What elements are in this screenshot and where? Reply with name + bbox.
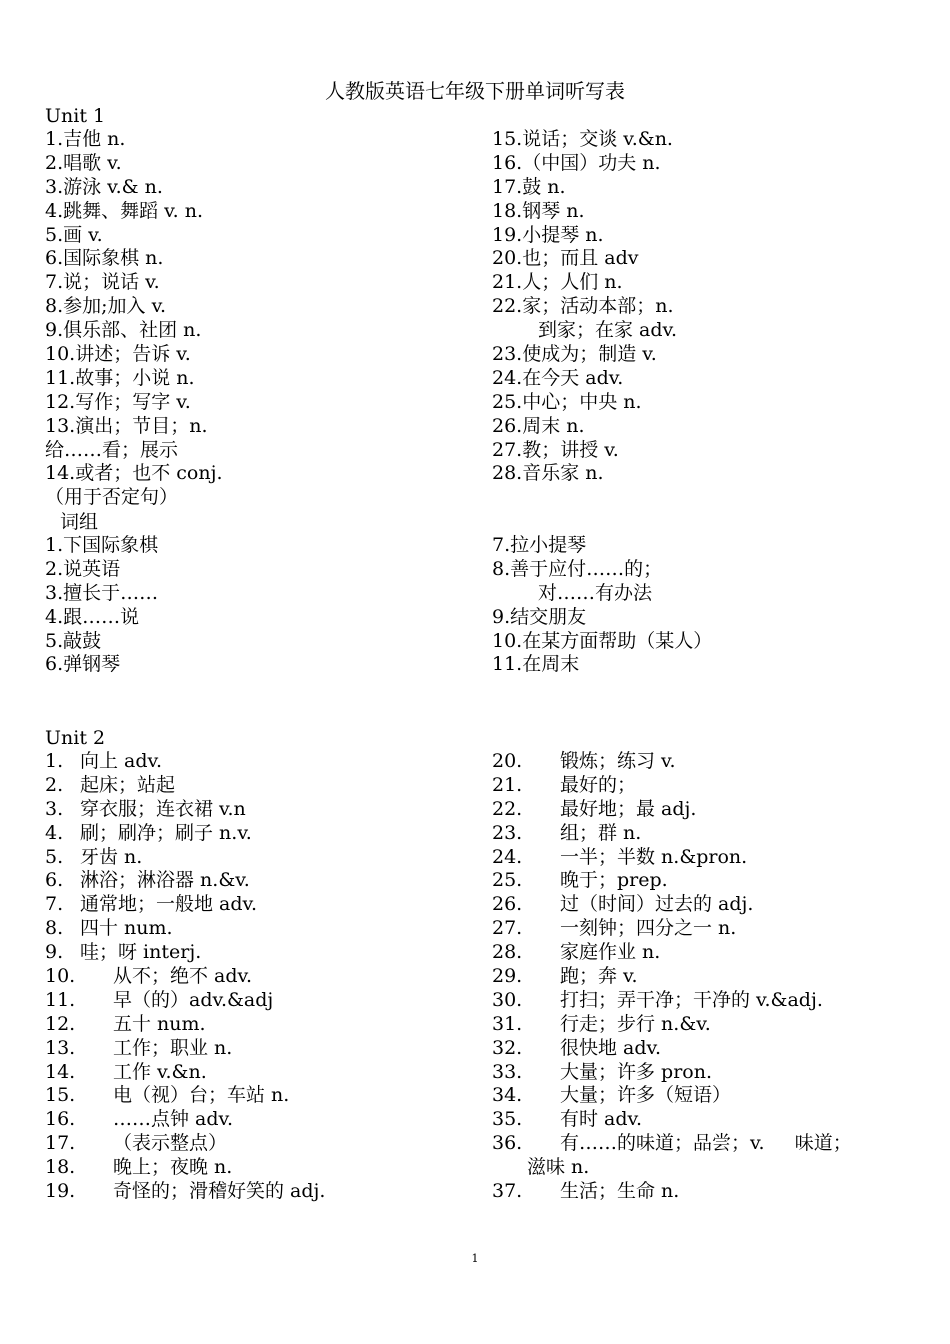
item-number: 5. — [45, 845, 64, 868]
item-number: 35. — [492, 1108, 523, 1131]
list-item — [492, 1156, 852, 1180]
list-item: 9.俱乐部、社团 n. — [45, 319, 202, 342]
list-item — [45, 750, 325, 774]
item-text: 很快地 adv. — [560, 1036, 662, 1059]
list-item: 1.下国际象棋 — [45, 534, 159, 556]
list-item: 2.唱歌 v. — [45, 151, 122, 174]
item-text: 电（视）台；车站 n. — [113, 1084, 290, 1107]
list-item: 9.结交朋友 — [492, 605, 587, 628]
phrases-right-column — [492, 534, 712, 677]
item-text: 有时 adv. — [560, 1108, 643, 1131]
list-item — [492, 1084, 852, 1108]
list-item: 14.或者；也不 conj. — [45, 462, 223, 485]
item-number: 37. — [492, 1180, 523, 1203]
item-number: 33. — [492, 1060, 523, 1083]
unit1-right-column — [492, 128, 677, 486]
list-item — [45, 869, 325, 893]
list-item: 2.说英语 — [45, 557, 121, 580]
item-text: 工作 v.&n. — [113, 1060, 207, 1083]
list-item — [45, 822, 325, 846]
item-text: 锻炼；练习 v. — [560, 750, 676, 772]
item-text: 最好的； — [560, 773, 637, 796]
item-text: 四十 num. — [80, 917, 173, 940]
item-number: 27. — [492, 917, 523, 940]
list-item: 23.使成为；制造 v. — [492, 343, 657, 366]
item-number: 17. — [45, 1132, 76, 1155]
item-text: 打扫；弄干净；干净的 v.&adj. — [560, 988, 823, 1011]
list-item — [45, 1084, 325, 1108]
item-number: 7. — [45, 893, 64, 916]
item-number: 10. — [45, 965, 76, 988]
list-item: 6.国际象棋 n. — [45, 247, 164, 270]
list-item: 5.画 v. — [45, 223, 103, 246]
item-text: 晚上；夜晚 n. — [113, 1156, 233, 1179]
item-number: 15. — [45, 1084, 76, 1107]
list-item — [492, 1180, 852, 1204]
list-item — [492, 1037, 852, 1061]
item-number: 26. — [492, 893, 523, 916]
list-item — [45, 1108, 325, 1132]
list-item: 17.鼓 n. — [492, 175, 566, 198]
list-item: 20.也；而且 adv — [492, 247, 639, 270]
item-text: 最好地；最 adj. — [560, 797, 697, 820]
unit2-vocabulary — [0, 750, 950, 1210]
list-item — [45, 774, 325, 798]
item-text: 起床；站起 — [80, 773, 176, 796]
item-number: 16. — [45, 1108, 76, 1131]
list-item — [492, 989, 852, 1013]
item-text: 跑；奔 v. — [560, 965, 638, 988]
list-item: 26.周末 n. — [492, 414, 585, 437]
list-item — [45, 1061, 325, 1085]
list-item: 16.（中国）功夫 n. — [492, 151, 661, 174]
item-text: 工作；职业 n. — [113, 1036, 233, 1059]
phrases-heading: 词组 — [60, 511, 99, 533]
item-text: 早（的）adv.&adj — [113, 988, 274, 1011]
page-number: 1 — [471, 1252, 479, 1265]
item-text: 行走；步行 n.&v. — [560, 1012, 711, 1035]
unit2-right-column — [492, 750, 852, 1204]
list-item: 22.家；活动本部；n. — [492, 295, 674, 318]
item-text: 哇；呀 interj. — [80, 941, 202, 964]
list-item: 11.故事；小说 n. — [45, 366, 195, 389]
list-item: 3.擅长于…… — [45, 581, 159, 604]
item-number: 31. — [492, 1012, 523, 1035]
list-item — [45, 1132, 325, 1156]
list-item: 12.写作；写字 v. — [45, 390, 191, 413]
list-item — [45, 965, 325, 989]
item-text: 牙齿 n. — [80, 845, 143, 868]
list-item — [492, 941, 852, 965]
item-number: 29. — [492, 965, 523, 988]
list-item: 4.跳舞、舞蹈 v. n. — [45, 199, 204, 222]
item-number: 12. — [45, 1012, 76, 1035]
item-text: ……点钟 adv. — [113, 1108, 234, 1131]
item-number: 4. — [45, 821, 64, 844]
item-text: 大量；许多（短语） — [560, 1084, 732, 1107]
item-text: 滋味 n. — [527, 1156, 590, 1179]
item-number: 20. — [492, 750, 523, 772]
list-item: 27.教；讲授 v. — [492, 438, 619, 461]
item-text: 有……的味道；品尝；v. 味道； — [560, 1132, 852, 1155]
item-number: 18. — [45, 1156, 76, 1179]
item-number: 6. — [45, 869, 64, 892]
item-number: 22. — [492, 797, 523, 820]
item-text: 家庭作业 n. — [560, 941, 661, 964]
list-item — [492, 1061, 852, 1085]
list-item: 给……看；展示 — [45, 438, 179, 461]
item-text: 晚于；prep. — [560, 869, 668, 892]
list-item — [492, 965, 852, 989]
item-number: 23. — [492, 821, 523, 844]
list-item — [45, 1037, 325, 1061]
list-item: 8.善于应付……的； — [492, 557, 663, 580]
list-item — [492, 822, 852, 846]
unit1-vocabulary — [0, 128, 950, 518]
list-item: 19.小提琴 n. — [492, 223, 604, 246]
list-item — [492, 774, 852, 798]
list-item: 7.拉小提琴 — [492, 534, 587, 556]
list-item — [492, 1132, 852, 1156]
list-item — [492, 869, 852, 893]
item-text: 穿衣服；连衣裙 v.n — [80, 797, 246, 820]
list-item: 到家；在家 adv. — [538, 319, 678, 342]
unit1-left-column — [45, 128, 223, 510]
unit2-heading: Unit 2 — [45, 727, 106, 749]
unit2-left-column — [45, 750, 325, 1204]
list-item: 对……有办法 — [538, 581, 653, 604]
item-number: 24. — [492, 845, 523, 868]
item-number: 14. — [45, 1060, 76, 1083]
list-item: 5.敲鼓 — [45, 629, 102, 652]
item-text: 大量；许多 pron. — [560, 1060, 713, 1083]
list-item — [492, 1013, 852, 1037]
phrases-left-column — [45, 534, 158, 677]
list-item: 10.讲述；告诉 v. — [45, 343, 191, 366]
item-number: 11. — [45, 988, 76, 1011]
list-item: 24.在今天 adv. — [492, 366, 624, 389]
list-item: 1.吉他 n. — [45, 128, 126, 150]
list-item: 10.在某方面帮助（某人） — [492, 629, 713, 652]
list-item: 4.跟……说 — [45, 605, 140, 628]
item-number: 13. — [45, 1036, 76, 1059]
item-number: 30. — [492, 988, 523, 1011]
list-item — [492, 917, 852, 941]
item-text: （表示整点） — [113, 1132, 228, 1155]
item-number: 32. — [492, 1036, 523, 1059]
unit1-phrases — [0, 534, 950, 684]
list-item — [45, 1156, 325, 1180]
list-item — [45, 798, 325, 822]
list-item — [45, 1013, 325, 1037]
item-number: 9. — [45, 941, 64, 964]
item-number: 25. — [492, 869, 523, 892]
item-number: 19. — [45, 1180, 76, 1203]
item-number: 8. — [45, 917, 64, 940]
item-number: 36. — [492, 1132, 523, 1155]
item-text: 从不；绝不 adv. — [113, 965, 253, 988]
list-item — [45, 1180, 325, 1204]
item-text: 向上 adv. — [80, 750, 163, 772]
item-text: 刷；刷净；刷子 n.v. — [80, 821, 252, 844]
item-text: 一刻钟；四分之一 n. — [560, 917, 737, 940]
list-item — [492, 893, 852, 917]
list-item — [45, 893, 325, 917]
list-item: （用于否定句） — [45, 486, 179, 509]
item-number: 1. — [45, 750, 64, 772]
list-item: 7.说；说话 v. — [45, 271, 160, 294]
list-item — [45, 846, 325, 870]
item-number: 3. — [45, 797, 64, 820]
item-text: 一半；半数 n.&pron. — [560, 845, 748, 868]
item-number: 28. — [492, 941, 523, 964]
list-item: 18.钢琴 n. — [492, 199, 585, 222]
list-item — [492, 846, 852, 870]
list-item: 21.人；人们 n. — [492, 271, 623, 294]
list-item — [492, 750, 852, 774]
unit1-heading: Unit 1 — [45, 105, 106, 127]
list-item: 11.在周末 — [492, 653, 580, 676]
list-item: 15.说话；交谈 v.&n. — [492, 128, 673, 150]
list-item: 28.音乐家 n. — [492, 462, 604, 485]
item-number: 34. — [492, 1084, 523, 1107]
item-text: 组；群 n. — [560, 821, 642, 844]
page-title: 人教版英语七年级下册单词听写表 — [325, 79, 625, 103]
list-item: 13.演出；节目；n. — [45, 414, 208, 437]
item-text: 淋浴；淋浴器 n.&v. — [80, 869, 250, 892]
item-text: 生活；生命 n. — [560, 1180, 680, 1203]
list-item: 6.弹钢琴 — [45, 653, 121, 676]
item-number: 21. — [492, 773, 523, 796]
item-text: 过（时间）过去的 adj. — [560, 893, 754, 916]
list-item — [45, 989, 325, 1013]
item-text: 五十 num. — [113, 1012, 206, 1035]
list-item — [45, 941, 325, 965]
list-item — [492, 1108, 852, 1132]
list-item — [492, 798, 852, 822]
list-item: 25.中心；中央 n. — [492, 390, 642, 413]
item-text: 通常地；一般地 adv. — [80, 893, 258, 916]
list-item: 3.游泳 v.& n. — [45, 175, 163, 198]
item-text: 奇怪的；滑稽好笑的 adj. — [113, 1180, 326, 1203]
list-item: 8.参加;加入 v. — [45, 295, 167, 318]
list-item — [45, 917, 325, 941]
item-number: 2. — [45, 773, 64, 796]
